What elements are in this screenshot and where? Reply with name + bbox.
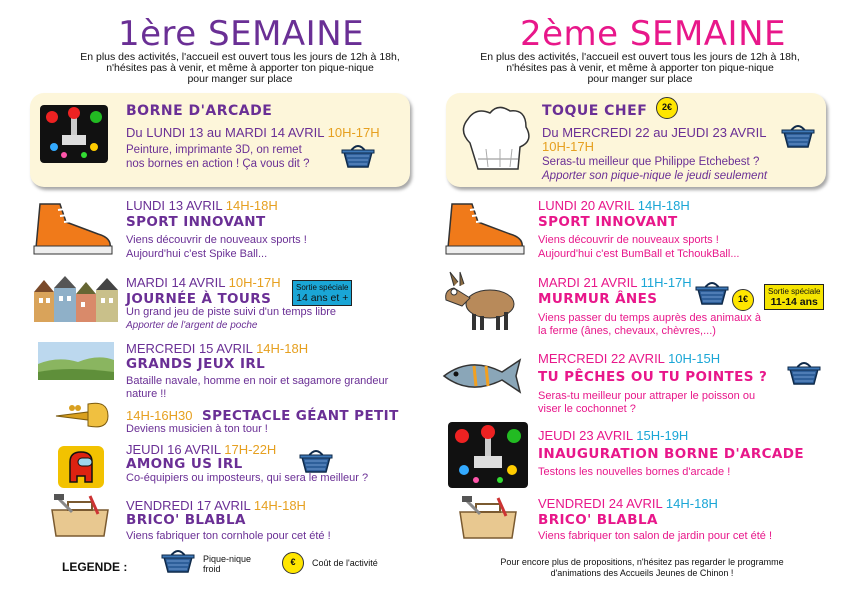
event-time: 14H-18H [256,341,309,356]
event-desc: la ferme (ânes, chevaux, chèvres,...) [538,325,716,337]
event-date [126,498,306,513]
event-date-text: VENDREDI 24 AVRIL [538,496,663,511]
sneaker-icon [32,200,116,256]
fish-icon [440,356,524,396]
event-title: BRICO' BLABLA [538,512,658,528]
event-desc: Viens passer du temps auprès des animaux à [538,312,761,324]
event-title: JOURNÉE À TOURS [126,291,272,307]
event-desc: Apporter de l'argent de poche [126,320,258,331]
event-date-text: JEUDI 16 AVRIL [126,442,221,457]
week2-featured-card [446,93,826,187]
featured-text-2: nos bornes en action ! Ça vous dit ? [126,158,310,170]
toolbox-icon [48,492,112,540]
special-outing-badge [764,284,824,310]
event-time: 10H-17H [228,275,281,290]
featured-time: 10H-17H [327,125,380,140]
event-date [126,341,308,356]
week1-intro [60,52,420,85]
footer-line: d'animations des Accueils Jeunes de Chinon ! [550,568,734,578]
landscape-icon [38,342,114,380]
event-desc: Aujourd'hui c'est Spike Ball... [126,248,268,260]
event-time: 10H-15H [668,351,721,366]
featured-text-2: Apporter son pique-nique le jeudi seulement [542,170,768,182]
among-us-icon [58,446,104,488]
houses-icon [34,276,118,322]
footer-note [462,557,822,579]
picnic-basket-icon [160,546,196,574]
badge-bottom: 14 ans et + [296,292,349,304]
event-desc: Bataille navale, homme en noir et sagamore grandeur [126,375,389,387]
event-time: 17H-22H [224,442,277,457]
event-desc: Testons les nouvelles bornes d'arcade ! [538,466,731,478]
legend-cost: Coût de l'activité [312,558,378,568]
intro-line: n'hésites pas à venir, et même à apporter ton pique-nique [506,62,774,74]
event-title: INAUGURATION BORNE D'ARCADE [538,446,805,462]
arcade-icon [40,105,108,163]
badge-top: Sortie spéciale [296,283,349,292]
event-title: TU PÊCHES OU TU POINTES ? [538,369,768,385]
featured-date-text: Du LUNDI 13 au MARDI 14 AVRIL [126,125,324,140]
footer-line: Pour encore plus de propositions, n'hésitez pas regarder le programme [500,557,784,567]
event-date [126,442,276,457]
event-title: SPORT INNOVANT [538,214,678,230]
event-time: 14H-18H [253,498,306,513]
event-date [126,198,278,213]
legend-label: LEGENDE : [62,560,128,574]
event-desc: viser le cochonnet ? [538,403,636,415]
event-time: 14H-16H30 [126,408,193,423]
event-title: BRICO' BLABLA [126,512,246,528]
price-coin: 1€ [732,289,754,311]
event-date [538,428,688,443]
event-date-text: MERCREDI 15 AVRIL [126,341,253,356]
event-date-text: VENDREDI 17 AVRIL [126,498,251,513]
event-date-text: MARDI 14 AVRIL [126,275,225,290]
event-date-text: MERCREDI 22 AVRIL [538,351,665,366]
intro-line: pour manger sur place [587,73,693,85]
featured-date [126,125,380,140]
legend-picnic-line: Pique-nique [203,554,252,564]
featured-title: TOQUE CHEF [542,103,648,119]
event-date [538,496,718,511]
price-coin: 2€ [656,97,678,119]
picnic-basket-icon [694,278,730,306]
featured-text-1: Seras-tu meilleur que Philippe Etchebest ? [542,156,760,168]
event-date [538,275,692,290]
donkey-icon [440,268,524,334]
event-title: MURMUR ÂNES [538,291,658,307]
event-title: GRANDS JEUX IRL [126,356,266,372]
event-time: 14H-18H [225,198,278,213]
week1-featured-card [30,93,410,187]
sneaker-icon [444,200,528,256]
intro-line: En plus des activités, l'accueil est ouvert tous les jours de 12h à 18h, [480,51,800,63]
event-desc: Viens fabriquer ton cornhole pour cet été ! [126,530,331,542]
event-desc: nature !! [126,388,167,400]
week2-title: 2ème SEMAINE [520,14,786,54]
week1-title: 1ère SEMAINE [118,14,365,54]
event-time: 15H-19H [636,428,689,443]
event-desc: Deviens musicien à ton tour ! [126,423,268,435]
event-desc: Viens découvrir de nouveaux sports ! [126,234,307,246]
event-desc: Co-équipiers ou imposteurs, qui sera le meilleur ? [126,472,369,484]
featured-title: BORNE D'ARCADE [126,103,273,119]
event-time: 11H-17H [640,275,692,290]
legend-picnic-line: froid [203,564,221,574]
event-desc: Un grand jeu de piste suivi d'un temps libre [126,306,336,318]
badge-top: Sortie spéciale [768,287,821,296]
arcade-icon [448,422,528,488]
picnic-basket-icon [340,141,376,169]
event-desc: Seras-tu meilleur pour attraper le poisson ou [538,390,756,402]
picnic-basket-icon [786,358,822,386]
week2-intro [460,52,820,85]
intro-line: n'hésites pas à venir, et même à apporter ton pique-nique [106,62,374,74]
event-title: SPORT INNOVANT [126,214,266,230]
trumpet-icon [54,396,110,430]
featured-date: Du MERCREDI 22 au JEUDI 23 AVRIL [542,125,767,140]
event-title: SPECTACLE GÉANT PETIT [202,408,399,424]
badge-bottom: 11-14 ans [770,296,818,308]
featured-text-1: Peinture, imprimante 3D, on remet [126,144,302,156]
chef-hat-icon [456,101,536,181]
picnic-basket-icon [298,446,334,474]
intro-line: pour manger sur place [187,73,293,85]
event-date [126,275,281,290]
event-desc: Viens découvrir de nouveaux sports ! [538,234,719,246]
event-date [538,198,690,213]
event-desc: Aujourd'hui c'est BumBall et TchoukBall... [538,248,740,260]
featured-time: 10H-17H [542,139,595,154]
special-outing-badge [292,280,352,306]
coin-icon: € [282,552,304,574]
event-date-text: MARDI 21 AVRIL [538,275,637,290]
event-time: 14H-18H [637,198,690,213]
event-date-text: LUNDI 20 AVRIL [538,198,635,213]
event-time: 14H-18H [665,496,718,511]
event-desc: Viens fabriquer ton salon de jardin pour cet été ! [538,530,773,542]
intro-line: En plus des activités, l'accueil est ouvert tous les jours de 12h à 18h, [80,51,400,63]
event-date-text: LUNDI 13 AVRIL [126,198,223,213]
event-date-text: JEUDI 23 AVRIL [538,428,633,443]
toolbox-icon [456,494,520,542]
event-title: AMONG US IRL [126,456,243,472]
picnic-basket-icon [780,121,816,149]
legend-picnic [203,554,251,574]
event-date [538,351,720,366]
